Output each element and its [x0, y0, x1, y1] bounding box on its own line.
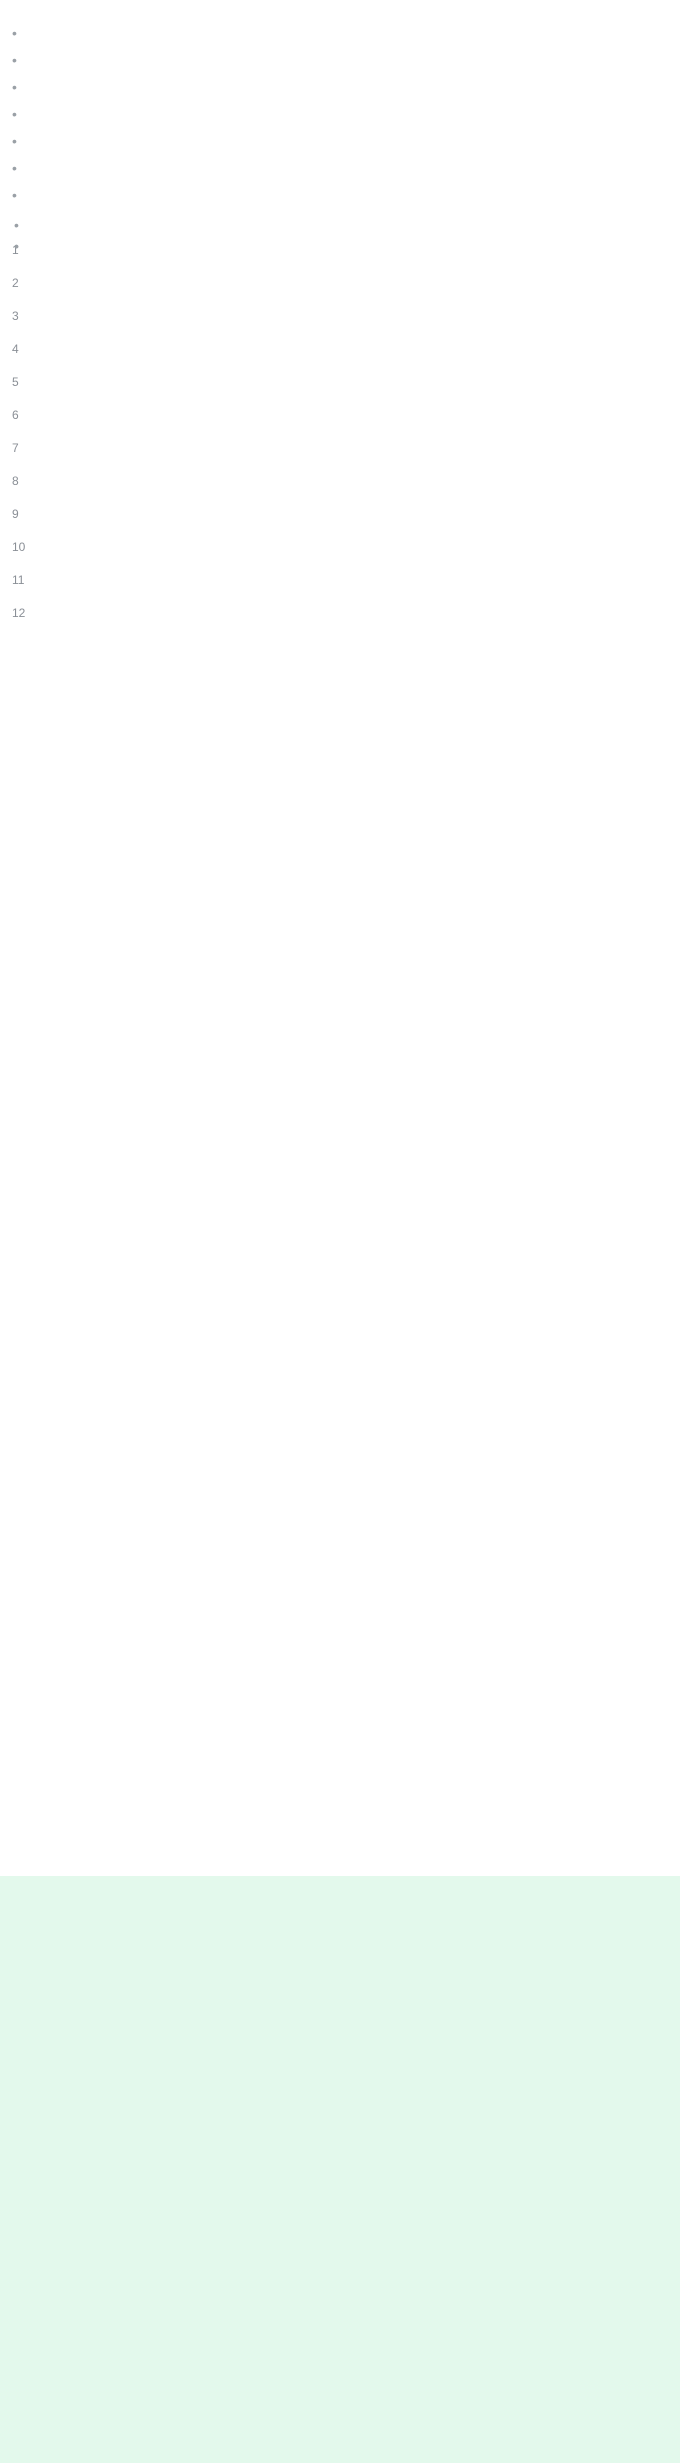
task-item: 7	[12, 441, 19, 455]
list-item	[2, 105, 674, 132]
page-content	[0, 0, 674, 633]
task-item: 8	[12, 474, 19, 488]
list-item	[2, 186, 674, 213]
list-item	[2, 51, 674, 78]
list-item	[2, 24, 674, 51]
list-item	[2, 78, 674, 105]
answer-list-highlighted	[0, 1876, 674, 1878]
task-item: 1	[12, 243, 19, 257]
task-item: 10	[12, 540, 26, 554]
wordlist	[2, 24, 674, 213]
list-item	[2, 132, 674, 159]
task-item: 2	[12, 276, 19, 290]
task-item: 4	[12, 342, 19, 356]
answer-block-highlighted	[0, 1876, 680, 2463]
task-item: 12	[12, 606, 26, 620]
task-item: 3	[12, 309, 19, 323]
list-item	[2, 159, 674, 186]
task-item: 5	[12, 375, 19, 389]
task-item: 6	[12, 408, 19, 422]
task-item: 9	[12, 507, 19, 521]
site-link[interactable]	[2, 0, 674, 18]
task-list	[2, 237, 674, 633]
task-item: 11	[12, 573, 25, 587]
